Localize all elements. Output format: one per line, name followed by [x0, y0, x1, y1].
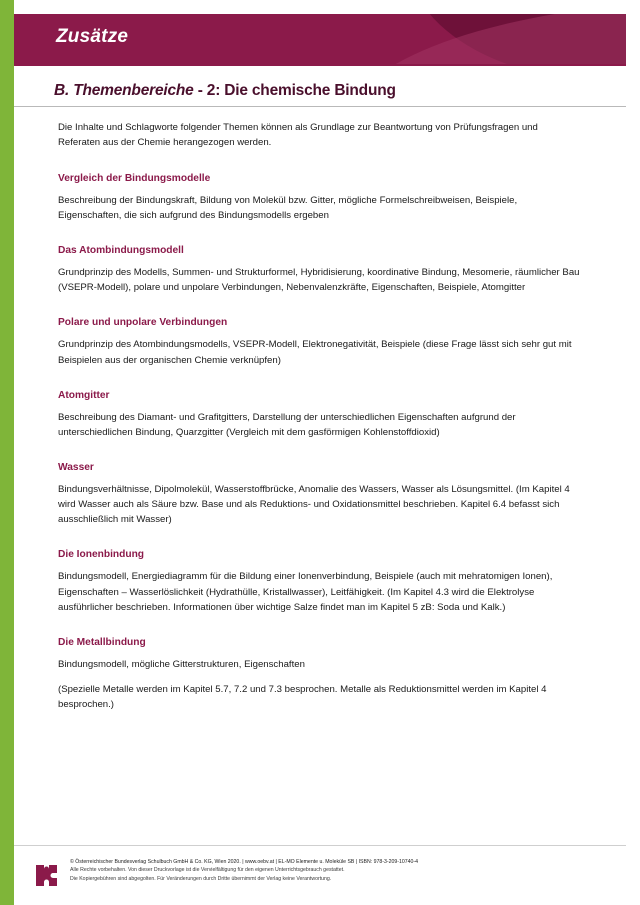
footer-line-2: Alle Rechte vorbehalten. Von dieser Druckvorlage ist die Vervielfältigung für den eigenen Unterrichtsgebrauch gestattet. — [70, 867, 345, 874]
section-heading: Das Atombindungsmodell — [58, 245, 184, 257]
document-content — [14, 66, 626, 712]
section-heading: Die Metallbindung — [58, 636, 146, 648]
section-das-atombindungsmodell — [58, 245, 582, 295]
page-footer — [14, 848, 626, 891]
header-title: Zusätze — [56, 26, 129, 47]
intro-paragraph: Die Inhalte und Schlagworte folgender Themen können als Grundlage zur Beantwortung von Prüfungsfragen und Referaten aus der Chemie herangezogen werden. — [58, 122, 538, 148]
footer-divider — [14, 845, 626, 846]
publisher-logo-icon — [32, 860, 62, 886]
footer-line-3: Die Kopiergebühren sind abgegolten. Für Veränderungen durch Dritte übernimmt der Verlag keine Verantwortung. — [70, 875, 332, 882]
title-divider — [14, 106, 626, 107]
section-atomgitter — [58, 390, 582, 440]
page-title-rest: - 2: Die chemische Bindung — [193, 82, 396, 99]
section-body: Beschreibung der Bindungskraft, Bildung von Molekül bzw. Gitter, mögliche Formelschreibweisen, Beispiele, Eigenschaften, die sich aufgrund des Bindungsmodells ergeben — [58, 194, 518, 221]
section-heading: Wasser — [58, 461, 94, 473]
section-body-secondary: (Spezielle Metalle werden im Kapitel 5.7, 7.2 und 7.3 besprochen. Metalle als Reduktionsmittel werden im Kapitel 4 besprochen.) — [58, 684, 547, 711]
page-title — [54, 82, 626, 100]
page-title-italic: B. Themenbereiche — [54, 82, 194, 99]
section-heading: Atomgitter — [58, 389, 110, 401]
footer-line-1: © Österreichischer Bundesverlag Schulbuch GmbH & Co. KG, Wien 2020. | www.oebv.at | EL-MO Elemente u. Moleküle SB | ISBN: 978-3-209-10740-4 — [70, 859, 418, 865]
footer-text — [70, 858, 590, 883]
section-heading: Die Ionenbindung — [58, 549, 145, 561]
section-body: Bindungsverhältnisse, Dipolmolekül, Wasserstoffbrücke, Anomalie des Wassers, Wasser als Lösungsmittel. (Im Kapitel 4 wird Wasser auch als Säure bzw. Base und als Reduktions- und Oxidationsmittel beschrieben. Kapitel 6.4 befasst sich ausschließlich mit Wasser) — [58, 483, 570, 526]
section-die-ionenbindung — [58, 549, 582, 614]
section-body: Bindungsmodell, Energiediagramm für die Bildung einer Ionenverbindung, Beispiele (auch mit mehratomigen Ionen), Eigenschaften – Wasserlöslichkeit (Hydrathülle, Kristallwasser), Leitfähigkeit. (Im Kapitel 4.3 wird die Elektrolyse ausführlicher beschrieben. Informationen über wichtige Salze findet man im Kapitel 5 zB: Soda und Kalk.) — [58, 571, 553, 613]
section-body: Beschreibung des Diamant- und Grafitgitters, Darstellung der unterschiedlichen Eigenschaften aufgrund der unterschiedlichen Bindung, Quarzgitter (Vergleich mit dem gasförmigen Kohlenstoffdioxid) — [58, 411, 516, 438]
section-body: Grundprinzip des Atombindungsmodells, VSEPR-Modell, Elektronegativität, Beispiele (diese Frage lässt sich sehr gut mit Beispielen aus der organischen Chemie verknüpfen) — [58, 339, 572, 366]
section-vergleich-der-bindungsmodelle — [58, 173, 582, 223]
section-body: Grundprinzip des Modells, Summen- und Strukturformel, Hybridisierung, koordinative Bindung, Mesomerie, räumlicher Bau (VSEPR-Modell), polare und unpolare Verbindungen, Nebenvalenzkräfte, Eigenschaften, Beispiele, Atomgitter — [58, 267, 580, 294]
section-body: Bindungsmodell, mögliche Gitterstrukturen, Eigenschaften — [58, 658, 305, 670]
section-heading: Vergleich der Bindungsmodelle — [58, 172, 211, 184]
page-header — [14, 14, 626, 64]
section-die-metallbindung — [58, 637, 582, 712]
section-heading: Polare und unpolare Verbindungen — [58, 317, 228, 329]
section-wasser — [58, 462, 582, 527]
left-accent-bar — [0, 0, 14, 905]
section-polare-und-unpolare-verbindungen — [58, 317, 582, 367]
